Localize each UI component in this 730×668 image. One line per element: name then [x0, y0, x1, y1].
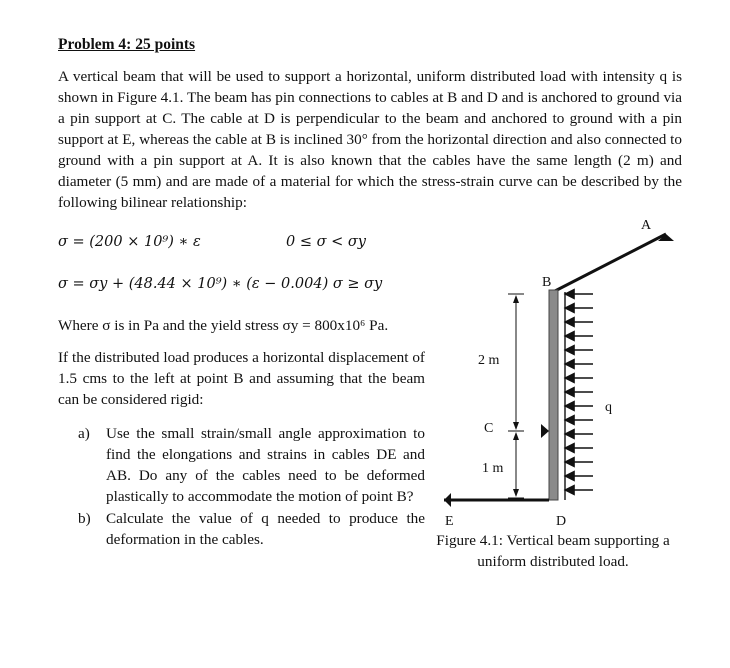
yield-stress-note: Where σ is in Pa and the yield stress σy = 800x10⁶ Pa.: [58, 317, 389, 334]
label-a: A: [641, 218, 652, 233]
equation-plastic: σ = σy + (48.44 × 10⁹) ∗ (ε − 0.004) σ ≥ σy: [58, 276, 383, 292]
equation-elastic: σ = (200 × 10⁹) ∗ ε: [58, 234, 201, 250]
distributed-load: [565, 292, 593, 500]
label-c: C: [484, 421, 494, 436]
pin-support-c-icon: [541, 424, 549, 438]
problem-title: Problem 4: 25 points: [58, 36, 196, 53]
label-b: B: [542, 275, 552, 290]
question-label: b): [78, 510, 91, 527]
problem-intro: A vertical beam that will be used to support a horizontal, uniform distributed load with intensity q is shown in Figure 4.1. The beam has pin connections to cables at B and D and is anchored to ground via a pin support at C. The cable at D is perpendicular to the beam and anchored to ground with a pin support at E, whereas the cable at B is inclined 30° from the horizontal direction and also connected to ground with a pin support at A. It is also known that the cables have the same length (2 m) and diameter (5 mm) and are made of a material for which the stress-strain curve can be described by the following bilinear relationship:: [58, 68, 682, 211]
condition-paragraph: If the distributed load produces a horizontal displacement of 1.5 cms to the left at point B and assuming that the beam can be considered rigid:: [58, 349, 425, 408]
dimension-upper: 2 m: [478, 353, 500, 368]
label-e: E: [445, 514, 454, 529]
label-q: q: [605, 400, 612, 415]
question-text: Calculate the value of q needed to produce the deformation in the cables.: [106, 510, 425, 548]
question-label: a): [78, 425, 90, 442]
dimension-lower: 1 m: [482, 461, 504, 476]
dimension-lines: [508, 294, 524, 498]
vertical-beam: [549, 290, 558, 500]
cable-ab: [553, 234, 666, 292]
pin-support-e-icon: [444, 493, 451, 507]
question-text: Use the small strain/small angle approximation to find the elongations and strains in cables DE and AB. Do any of the cables need to be deformed plastically to accommodate the motion of point B?: [106, 425, 425, 505]
label-d: D: [556, 514, 567, 529]
equation-elastic-condition: 0 ≤ σ < σy: [286, 234, 366, 250]
figure-caption: Figure 4.1: Vertical beam supporting a uniform distributed load.: [436, 532, 670, 570]
